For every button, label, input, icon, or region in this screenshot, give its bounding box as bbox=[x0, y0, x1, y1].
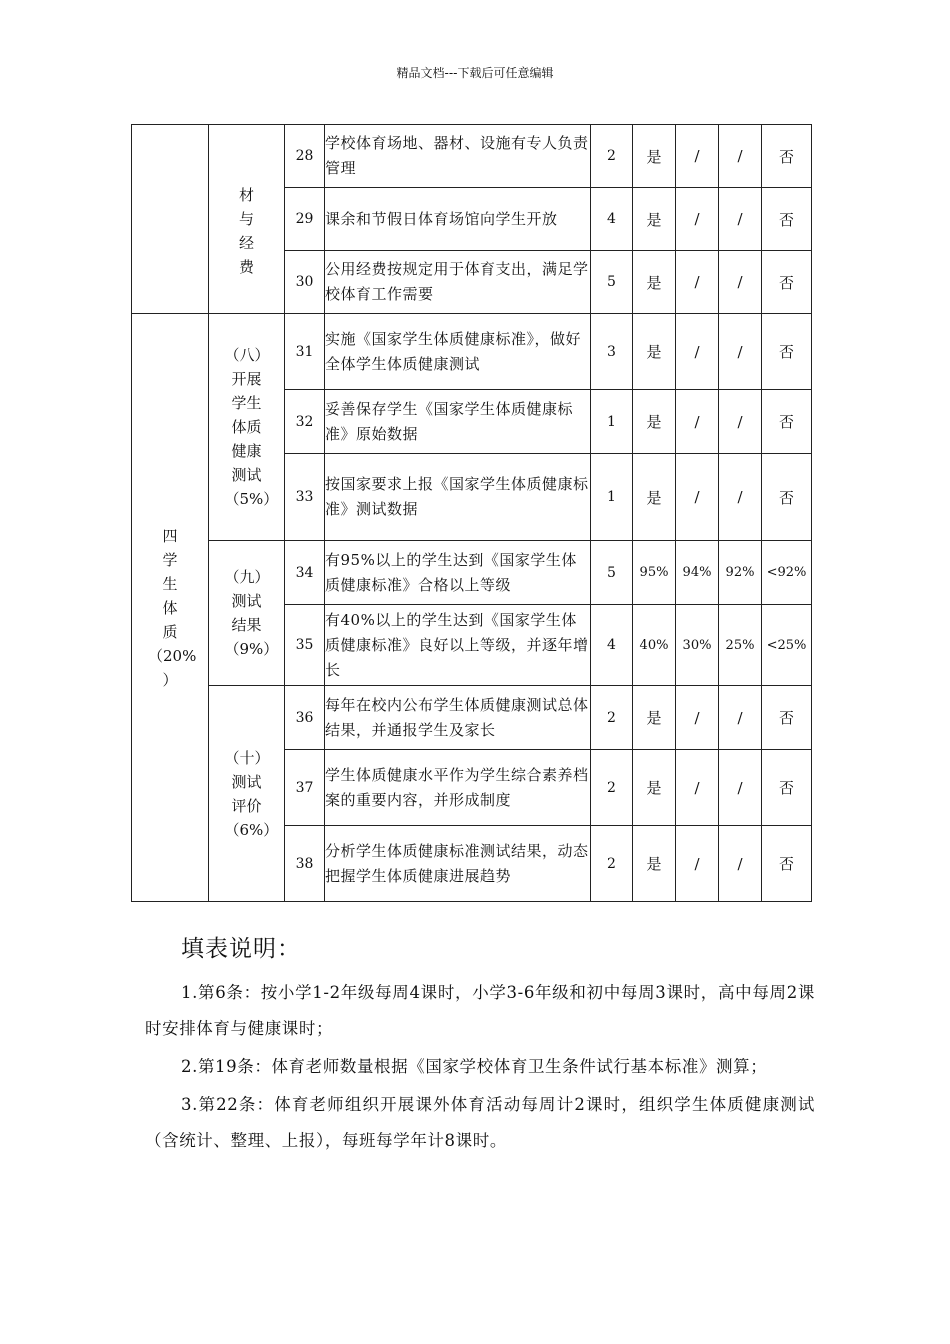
row-score: 2 bbox=[591, 826, 633, 902]
row-grade-a: 是 bbox=[633, 125, 676, 188]
row-grade-a: 是 bbox=[633, 826, 676, 902]
row-grade-d: <92% bbox=[762, 541, 812, 605]
row-number: 28 bbox=[285, 125, 325, 188]
row-grade-a: 95% bbox=[633, 541, 676, 605]
row-grade-b: / bbox=[676, 390, 719, 454]
row-grade-d: 否 bbox=[762, 686, 812, 750]
table-row bbox=[132, 314, 812, 390]
row-item: 实施《国家学生体质健康标准》，做好全体学生体质健康测试 bbox=[325, 314, 591, 390]
row-grade-d: 否 bbox=[762, 314, 812, 390]
row-number: 33 bbox=[285, 454, 325, 541]
row-score: 3 bbox=[591, 314, 633, 390]
row-item: 学校体育场地、器材、设施有专人负责管理 bbox=[325, 125, 591, 188]
row-item: 学生体质健康水平作为学生综合素养档案的重要内容，并形成制度 bbox=[325, 750, 591, 826]
row-grade-d: 否 bbox=[762, 251, 812, 314]
row-grade-a: 是 bbox=[633, 251, 676, 314]
category-cell bbox=[132, 314, 209, 902]
note-item: 2.第19条：体育老师数量根据《国家学校体育卫生条件试行基本标准》测算； bbox=[181, 1057, 768, 1076]
row-grade-c: / bbox=[719, 390, 762, 454]
notes-title: 填表说明： bbox=[181, 936, 301, 962]
row-score: 2 bbox=[591, 750, 633, 826]
row-score: 5 bbox=[591, 251, 633, 314]
row-score: 4 bbox=[591, 605, 633, 686]
row-grade-c: / bbox=[719, 314, 762, 390]
row-number: 36 bbox=[285, 686, 325, 750]
row-grade-d: 否 bbox=[762, 826, 812, 902]
row-grade-c: / bbox=[719, 826, 762, 902]
row-grade-c: / bbox=[719, 750, 762, 826]
note-item: 3.第22条：体育老师组织开展课外体育活动每周计2课时，组织学生体质健康测试（含统计、整理、上报），每班每学年计8课时。 bbox=[145, 1095, 815, 1150]
row-grade-a: 是 bbox=[633, 390, 676, 454]
subcategory-text: 材 与 经 费 bbox=[238, 186, 254, 276]
row-grade-b: / bbox=[676, 454, 719, 541]
row-score: 2 bbox=[591, 686, 633, 750]
row-grade-a: 40% bbox=[633, 605, 676, 686]
row-item: 课余和节假日体育场馆向学生开放 bbox=[325, 188, 591, 251]
row-item: 每年在校内公布学生体质健康测试总体结果，并通报学生及家长 bbox=[325, 686, 591, 750]
row-grade-d: 否 bbox=[762, 750, 812, 826]
row-grade-c: / bbox=[719, 125, 762, 188]
row-grade-b: / bbox=[676, 251, 719, 314]
row-item: 分析学生体质健康标准测试结果，动态把握学生体质健康进展趋势 bbox=[325, 826, 591, 902]
subcategory-text: （八） 开展 学生 体质 健康 测试 （5%） bbox=[224, 346, 279, 508]
subcategory-text: （十） 测试 评价 （6%） bbox=[224, 748, 279, 839]
row-number: 34 bbox=[285, 541, 325, 605]
row-grade-c: / bbox=[719, 188, 762, 251]
category-cell bbox=[132, 125, 209, 314]
row-item: 按国家要求上报《国家学生体质健康标准》测试数据 bbox=[325, 454, 591, 541]
row-score: 2 bbox=[591, 125, 633, 188]
subcategory-text: （九） 测试 结果 （9%） bbox=[224, 568, 279, 658]
row-score: 1 bbox=[591, 390, 633, 454]
row-grade-a: 是 bbox=[633, 454, 676, 541]
row-grade-a: 是 bbox=[633, 188, 676, 251]
row-item: 妥善保存学生《国家学生体质健康标准》原始数据 bbox=[325, 390, 591, 454]
row-number: 37 bbox=[285, 750, 325, 826]
row-grade-d: <25% bbox=[762, 605, 812, 686]
row-number: 29 bbox=[285, 188, 325, 251]
evaluation-table bbox=[131, 124, 812, 902]
row-number: 35 bbox=[285, 605, 325, 686]
subcategory-cell bbox=[209, 686, 285, 902]
row-item: 有40%以上的学生达到《国家学生体质健康标准》良好以上等级，并逐年增长 bbox=[325, 605, 591, 686]
row-number: 38 bbox=[285, 826, 325, 902]
subcategory-cell bbox=[209, 125, 285, 314]
row-grade-c: / bbox=[719, 686, 762, 750]
row-grade-b: 94% bbox=[676, 541, 719, 605]
row-number: 30 bbox=[285, 251, 325, 314]
category-text: 四 学 生 体 质 （20% ） bbox=[148, 526, 197, 689]
row-grade-b: 30% bbox=[676, 605, 719, 686]
row-grade-a: 是 bbox=[633, 686, 676, 750]
row-grade-c: / bbox=[719, 454, 762, 541]
table-row bbox=[132, 686, 812, 750]
row-grade-b: / bbox=[676, 314, 719, 390]
fill-instructions bbox=[145, 930, 815, 1161]
row-item: 公用经费按规定用于体育支出，满足学校体育工作需要 bbox=[325, 251, 591, 314]
subcategory-cell bbox=[209, 541, 285, 686]
table-row bbox=[132, 125, 812, 188]
row-grade-c: / bbox=[719, 251, 762, 314]
row-grade-b: / bbox=[676, 686, 719, 750]
row-grade-c: 92% bbox=[719, 541, 762, 605]
row-grade-d: 否 bbox=[762, 454, 812, 541]
row-score: 5 bbox=[591, 541, 633, 605]
row-grade-b: / bbox=[676, 188, 719, 251]
row-score: 4 bbox=[591, 188, 633, 251]
row-score: 1 bbox=[591, 454, 633, 541]
row-item: 有95%以上的学生达到《国家学生体质健康标准》合格以上等级 bbox=[325, 541, 591, 605]
table-row bbox=[132, 541, 812, 605]
subcategory-cell bbox=[209, 314, 285, 541]
row-number: 32 bbox=[285, 390, 325, 454]
row-grade-a: 是 bbox=[633, 750, 676, 826]
row-grade-d: 否 bbox=[762, 125, 812, 188]
row-grade-b: / bbox=[676, 125, 719, 188]
row-grade-b: / bbox=[676, 750, 719, 826]
row-grade-d: 否 bbox=[762, 390, 812, 454]
row-grade-a: 是 bbox=[633, 314, 676, 390]
row-grade-c: 25% bbox=[719, 605, 762, 686]
note-item: 1.第6条：按小学1-2年级每周4课时，小学3-6年级和初中每周3课时，高中每周2课时安排体育与健康课时； bbox=[145, 983, 815, 1038]
row-grade-d: 否 bbox=[762, 188, 812, 251]
page-header: 精品文档---下载后可任意编辑 bbox=[396, 66, 554, 80]
row-grade-b: / bbox=[676, 826, 719, 902]
row-number: 31 bbox=[285, 314, 325, 390]
